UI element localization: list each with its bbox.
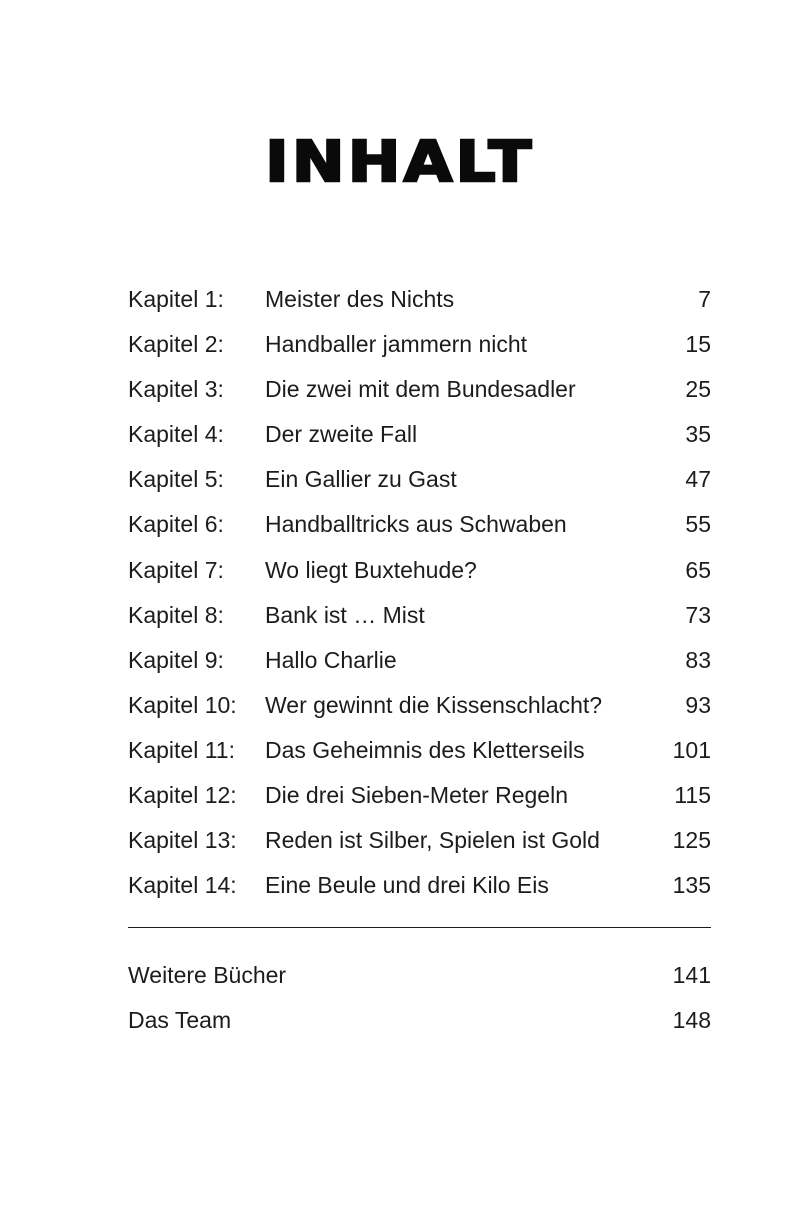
page-number: 93 xyxy=(685,691,711,718)
chapter-label: Kapitel 6: xyxy=(128,511,224,538)
chapter-label: Kapitel 4: xyxy=(128,421,224,448)
table-of-contents xyxy=(128,278,711,909)
chapter-label: Kapitel 11: xyxy=(128,736,235,763)
chapter-label: Kapitel 10: xyxy=(128,691,237,718)
toc-entry-chapter-10[interactable] xyxy=(128,684,711,729)
page-number: 65 xyxy=(685,556,711,583)
page-number: 83 xyxy=(685,646,711,673)
toc-entry-chapter-13[interactable] xyxy=(128,819,711,864)
page-number: 47 xyxy=(685,466,711,493)
chapter-title: Die zwei mit dem Bundesadler xyxy=(265,376,576,403)
extra-title: Das Team xyxy=(128,1007,232,1034)
chapter-title: Bank ist … Mist xyxy=(265,601,425,628)
toc-entry-chapter-4[interactable] xyxy=(128,413,711,458)
toc-entry-chapter-11[interactable] xyxy=(128,729,711,774)
page-number: 148 xyxy=(672,1007,711,1034)
chapter-label: Kapitel 1: xyxy=(128,286,224,312)
chapter-label: Kapitel 12: xyxy=(128,782,237,809)
extra-title: Weitere Bücher xyxy=(128,962,287,988)
chapter-label: Kapitel 13: xyxy=(128,827,237,854)
chapter-title: Wer gewinnt die Kissenschlacht? xyxy=(265,691,603,718)
page-number: 125 xyxy=(672,827,711,854)
page-number: 101 xyxy=(672,736,711,763)
toc-entry-weitere-buecher[interactable] xyxy=(128,954,711,999)
chapter-label: Kapitel 9: xyxy=(128,646,224,673)
toc-entry-chapter-14[interactable] xyxy=(128,864,711,909)
page-number: 7 xyxy=(698,286,711,312)
chapter-title: Ein Gallier zu Gast xyxy=(265,466,457,493)
page-number: 15 xyxy=(685,331,711,358)
chapter-label: Kapitel 2: xyxy=(128,331,224,358)
toc-entry-das-team[interactable] xyxy=(128,999,711,1044)
chapter-title: Der zweite Fall xyxy=(265,421,418,448)
chapter-title: Meister des Nichts xyxy=(265,286,455,312)
chapter-title: Handballer jammern nicht xyxy=(265,331,528,358)
section-divider xyxy=(128,927,711,928)
toc-entry-chapter-7[interactable] xyxy=(128,549,711,594)
chapter-title: Reden ist Silber, Spielen ist Gold xyxy=(265,827,600,854)
chapter-label: Kapitel 14: xyxy=(128,872,237,899)
toc-entry-chapter-6[interactable] xyxy=(128,503,711,548)
page-number: 135 xyxy=(672,872,711,899)
chapter-title: Eine Beule und drei Kilo Eis xyxy=(265,872,549,899)
chapter-title: Hallo Charlie xyxy=(265,646,397,673)
toc-entry-chapter-9[interactable] xyxy=(128,639,711,684)
page-number: 25 xyxy=(685,376,711,403)
toc-extras xyxy=(128,954,711,1044)
chapter-title: Das Geheimnis des Kletterseils xyxy=(265,736,585,763)
toc-entry-chapter-1[interactable] xyxy=(128,278,711,323)
toc-entry-chapter-3[interactable] xyxy=(128,368,711,413)
toc-entry-chapter-8[interactable] xyxy=(128,594,711,639)
page-number: 55 xyxy=(685,511,711,538)
page-number: 141 xyxy=(672,962,711,988)
toc-entry-chapter-5[interactable] xyxy=(128,458,711,503)
chapter-title: Die drei Sieben-Meter Regeln xyxy=(265,782,568,809)
chapter-label: Kapitel 3: xyxy=(128,376,224,403)
chapter-label: Kapitel 7: xyxy=(128,556,224,583)
chapter-title: Wo liegt Buxtehude? xyxy=(265,556,477,583)
toc-entry-chapter-2[interactable] xyxy=(128,323,711,368)
page-number: 115 xyxy=(674,782,711,809)
page-number: 35 xyxy=(685,421,711,448)
page-title: INHALT xyxy=(265,129,535,195)
chapter-label: Kapitel 8: xyxy=(128,601,224,628)
page-number: 73 xyxy=(685,601,711,628)
toc-entry-chapter-12[interactable] xyxy=(128,774,711,819)
chapter-title: Handballtricks aus Schwaben xyxy=(265,511,567,538)
chapter-label: Kapitel 5: xyxy=(128,466,224,493)
